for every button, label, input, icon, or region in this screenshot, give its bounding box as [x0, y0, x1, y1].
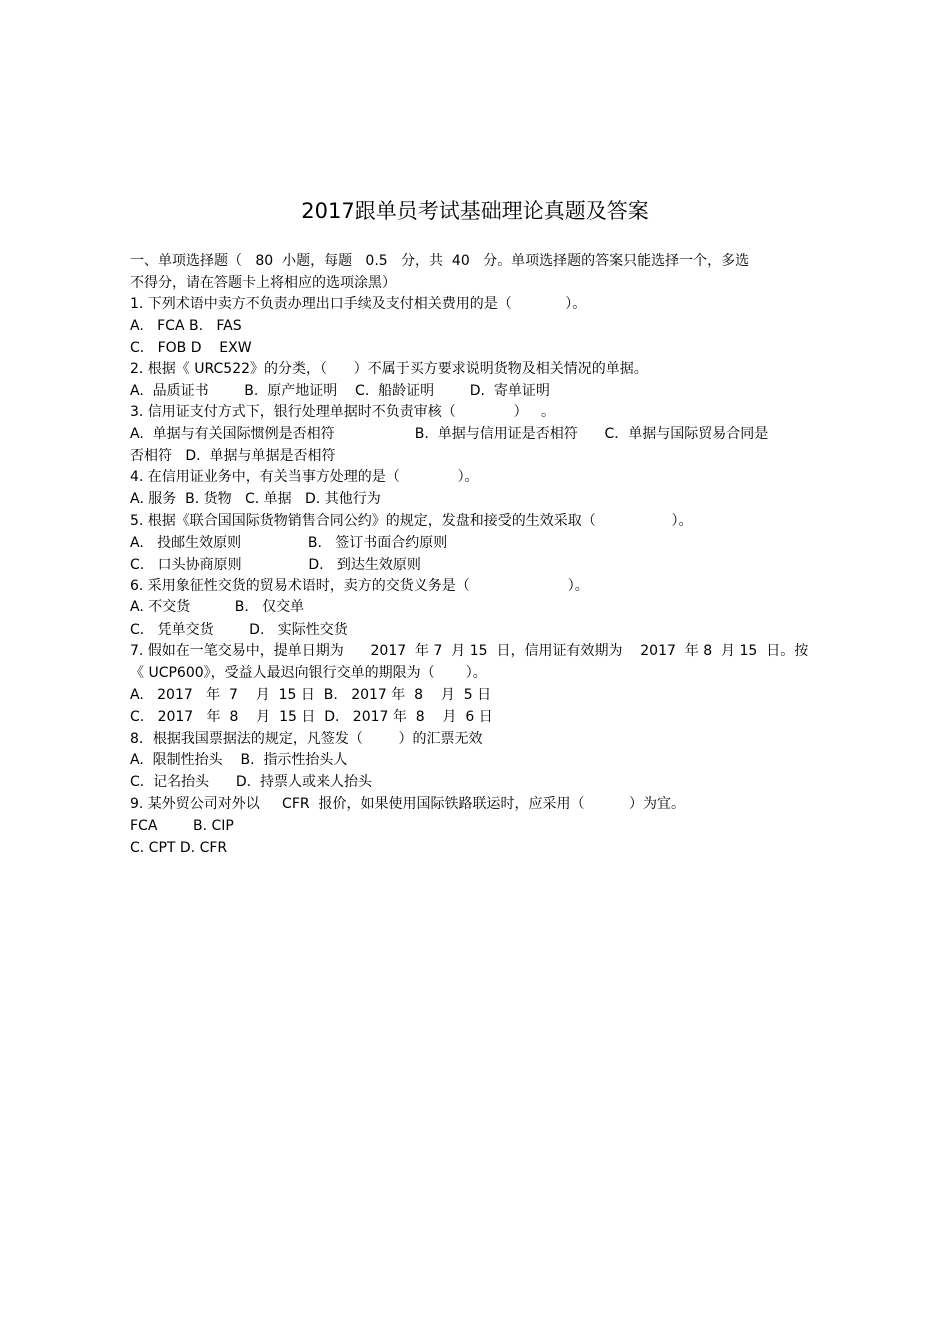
question-2-options: A. 品质证书 B. 原产地证明 C. 船龄证明 D. 寄单证明	[130, 383, 550, 399]
question-6: 6. 采用象征性交货的贸易术语时，卖方的交货义务是（ ）。	[130, 578, 589, 594]
question-6-options-ab: A. 不交货 B. 仅交单	[130, 599, 305, 615]
question-7-line-2: 《 UCP600》，受益人最迟向银行交单的期限为（ ）。	[130, 665, 487, 681]
question-2: 2. 根据《 URC522》的分类，（ ）不属于买方要求说明货物及相关情况的单据。	[130, 361, 648, 377]
question-8-options-ab: A. 限制性抬头 B. 指示性抬头人	[130, 752, 348, 768]
question-7-options-cd: C. 2017 年 8 月 15 日 D. 2017 年 8 月 6 日	[130, 709, 493, 725]
question-6-options-cd: C. 凭单交货 D. 实际性交货	[130, 622, 348, 638]
question-7-line-1: 7. 假如在一笔交易中，提单日期为 2017 年 7 月 15 日，信用证有效期为 2017 年 8 月 15 日。按	[130, 643, 809, 659]
document-title: 2017跟单员考试基础理论真题及答案	[301, 199, 649, 223]
question-1-options-ab: A. FCA B. FAS	[130, 318, 242, 334]
question-9-options-cd: C. CPT D. CFR	[130, 840, 228, 856]
question-5-options-cd: C. 口头协商原则 D. 到达生效原则	[130, 557, 421, 573]
question-9: 9. 某外贸公司对外以 CFR 报价，如果使用国际铁路联运时，应采用（ ）为宜。	[130, 796, 686, 812]
question-1-options-cd: C. FOB D EXW	[130, 340, 252, 356]
question-4-options: A. 服务 B. 货物 C. 单据 D. 其他行为	[130, 491, 381, 507]
question-9-options-ab: FCA B. CIP	[130, 818, 234, 834]
question-7-options-ab: A. 2017 年 7 月 15 日 B. 2017 年 8 月 5 日	[130, 687, 492, 703]
section-heading-line-2: 不得分，请在答题卡上将相应的选项涂黑）	[130, 275, 396, 291]
question-8-options-cd: C. 记名抬头 D. 持票人或来人抬头	[130, 774, 372, 790]
question-3: 3. 信用证支付方式下，银行处理单据时不负责审核（ ） 。	[130, 404, 556, 420]
question-3-options-line-2: 否相符 D. 单据与单据是否相符	[130, 448, 336, 464]
question-3-options-line-1: A. 单据与有关国际惯例是否相符 B. 单据与信用证是否相符 C．单据与国际贸易合同是	[130, 426, 769, 442]
question-4: 4. 在信用证业务中，有关当事方处理的是（ ）。	[130, 469, 479, 485]
question-8: 8．根据我国票据法的规定，凡签发（ ）的汇票无效	[130, 731, 483, 747]
question-1: 1. 下列术语中卖方不负责办理出口手续及支付相关费用的是（ ）。	[130, 296, 587, 312]
question-5: 5. 根据《联合国国际货物销售合同公约》的规定，发盘和接受的生效采取（ ）。	[130, 513, 693, 529]
question-5-options-ab: A. 投邮生效原则 B. 签订书面合约原则	[130, 535, 448, 551]
section-heading-line-1: 一、单项选择题（ 80 小题，每题 0.5 分，共 40 分。单项选择题的答案只能选择一个，多选	[130, 253, 750, 269]
